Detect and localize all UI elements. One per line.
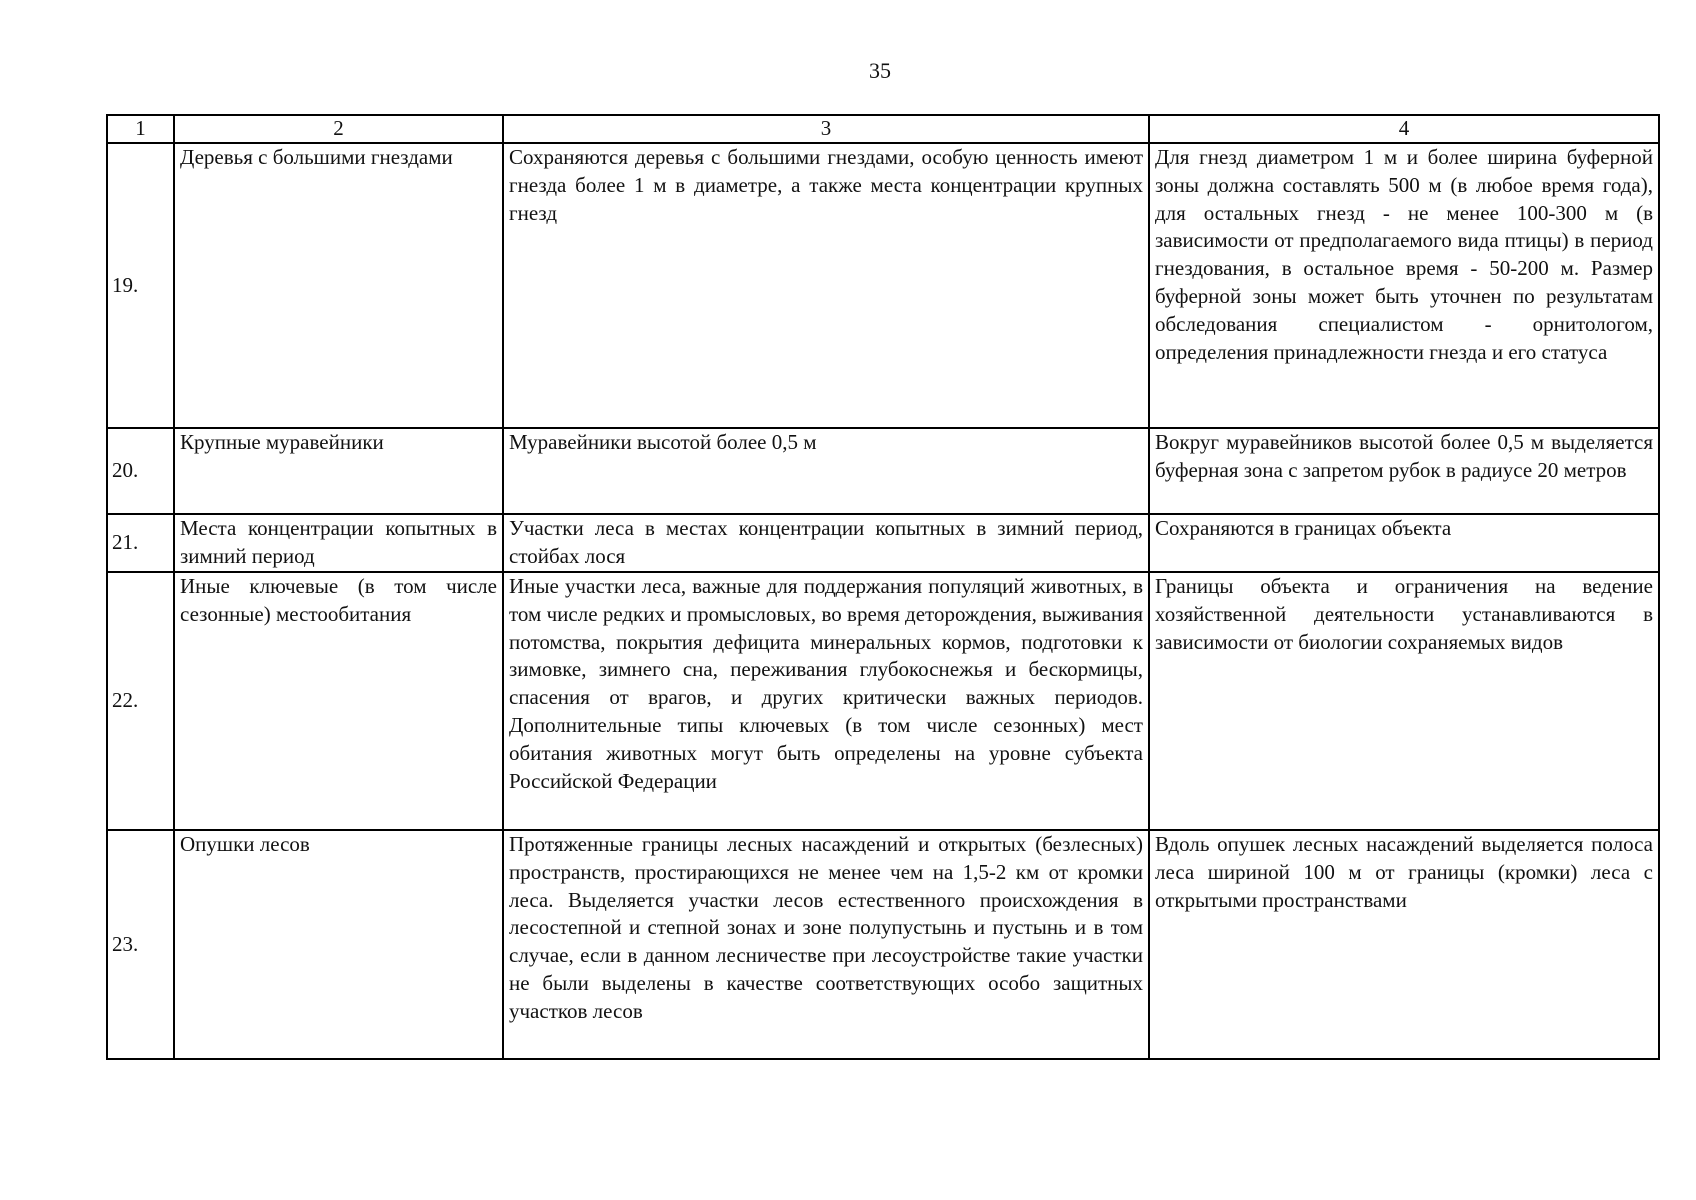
description-cell: Участки леса в местах концентрации копытных в зимний период, стойбах лося — [503, 514, 1149, 572]
measures-cell: Сохраняются в границах объекта — [1149, 514, 1659, 572]
column-header-4: 4 — [1149, 115, 1659, 143]
object-name-cell: Крупные муравейники — [174, 428, 503, 514]
measures-cell: Границы объекта и ограничения на ведение хозяйственной деятельности устанавливаются в зависимости от биологии сохраняемых видов — [1149, 572, 1659, 830]
table-row-21 — [107, 514, 1659, 572]
description-cell: Иные участки леса, важные для поддержания популяций животных, в том числе редких и промысловых, во время деторождения, выживания потомства, покрытия дефицита минеральных кормов, подготовки к зимовке, зимнего сна, переживания глубокоснежья и бескормицы, спасения от врагов, и других критически важных периодов. Дополнительные типы ключевых (в том числе сезонных) мест обитания животных могут быть определены на уровне субъекта Российской Федерации — [503, 572, 1149, 830]
description-cell: Протяженные границы лесных насаждений и открытых (безлесных) пространств, простирающихся не менее чем на 1,5-2 км от кромки леса. Выделяется участки лесов естественного происхождения в лесостепной и степной зонах и зоне полупустынь и пустынь и в том случае, если в данном лесничестве при лесоустройстве такие участки не были выделены в качестве соответствующих особо защитных участков лесов — [503, 830, 1149, 1059]
object-name-cell: Иные ключевые (в том числе сезонные) местообитания — [174, 572, 503, 830]
column-header-2: 2 — [174, 115, 503, 143]
object-name-cell: Деревья с большими гнездами — [174, 143, 503, 428]
row-number: 21. — [107, 514, 174, 572]
row-number: 22. — [107, 572, 174, 830]
document-table — [106, 114, 1660, 1060]
row-number: 19. — [107, 143, 174, 428]
row-number: 23. — [107, 830, 174, 1059]
measures-cell: Вокруг муравейников высотой более 0,5 м выделяется буферная зона с запретом рубок в радиусе 20 метров — [1149, 428, 1659, 514]
table-row-22 — [107, 572, 1659, 830]
column-header-1: 1 — [107, 115, 174, 143]
description-cell: Муравейники высотой более 0,5 м — [503, 428, 1149, 514]
measures-cell: Для гнезд диаметром 1 м и более ширина буферной зоны должна составлять 500 м (в любое время года), для остальных гнезд - не менее 100-300 м (в зависимости от предполагаемого вида птицы) в период гнездования, в остальное время - 50-200 м. Размер буферной зоны может быть уточнен по результатам обследования специалистом - орнитологом, определения принадлежности гнезда и его статуса — [1149, 143, 1659, 428]
page-number: 35 — [869, 58, 891, 83]
table-row-19 — [107, 143, 1659, 428]
measures-cell: Вдоль опушек лесных насаждений выделяется полоса леса шириной 100 м от границы (кромки) леса с открытыми пространствами — [1149, 830, 1659, 1059]
description-cell: Сохраняются деревья с большими гнездами, особую ценность имеют гнезда более 1 м в диаметре, а также места концентрации крупных гнезд — [503, 143, 1149, 428]
table-row-20 — [107, 428, 1659, 514]
object-name-cell: Места концентрации копытных в зимний период — [174, 514, 503, 572]
column-header-3: 3 — [503, 115, 1149, 143]
object-name-cell: Опушки лесов — [174, 830, 503, 1059]
table-row-23 — [107, 830, 1659, 1059]
row-number: 20. — [107, 428, 174, 514]
table-header-row — [107, 115, 1659, 143]
